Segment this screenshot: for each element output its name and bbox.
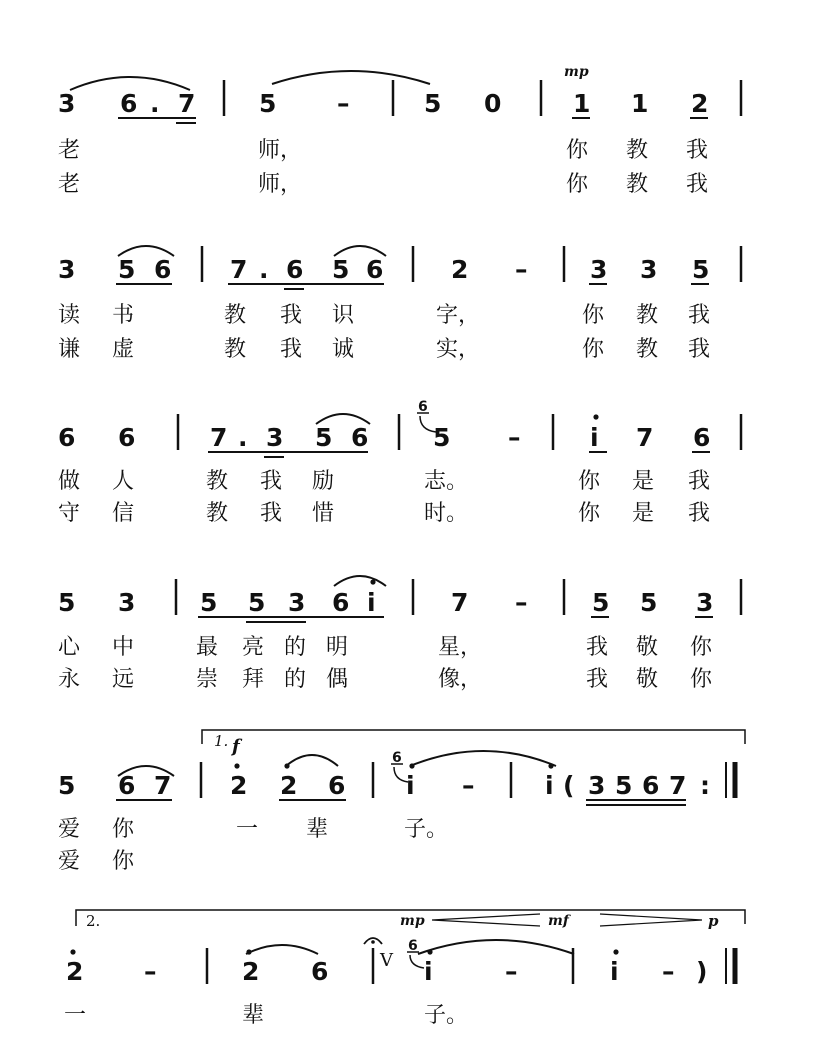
- lyric: 励: [312, 469, 335, 494]
- lyric: 守: [58, 501, 81, 526]
- dynamic-f: f: [232, 736, 240, 757]
- lyric: 我: [686, 138, 709, 163]
- note: 6: [118, 771, 136, 800]
- note: 2: [691, 89, 709, 118]
- dash: –: [515, 255, 528, 284]
- note: 6: [154, 255, 172, 284]
- note: 6: [332, 588, 350, 617]
- lyric: 我: [260, 469, 283, 494]
- lyric: 师，: [258, 172, 303, 197]
- note: 7: [669, 771, 687, 800]
- lyric: 最: [196, 635, 219, 660]
- note-high: 2: [230, 771, 248, 800]
- lyric: 教: [224, 303, 247, 328]
- note: 5: [424, 89, 442, 118]
- note-high: i: [424, 957, 433, 986]
- note-high: i: [590, 423, 599, 452]
- grace-note: 6: [392, 750, 402, 766]
- note: 1: [573, 89, 591, 118]
- lyric: 爱: [58, 849, 81, 874]
- paren-open: (: [563, 771, 575, 800]
- note: 5: [259, 89, 277, 118]
- lyric: 你: [690, 667, 713, 692]
- note: 3: [266, 423, 284, 452]
- note: 3: [696, 588, 714, 617]
- paren-close: ): [696, 957, 708, 986]
- dash: –: [144, 957, 157, 986]
- note: 7: [636, 423, 654, 452]
- note: 5: [315, 423, 333, 452]
- note-dot: .: [238, 423, 248, 452]
- note: 3: [288, 588, 306, 617]
- note-high: i: [367, 588, 376, 617]
- lyric: 明: [326, 635, 349, 660]
- lyric: 你: [112, 849, 135, 874]
- lyric: 亮: [242, 635, 265, 660]
- note-high: i: [610, 957, 619, 986]
- note-high: i: [406, 771, 415, 800]
- note: 7: [451, 588, 469, 617]
- lyric: 师，: [258, 138, 303, 163]
- lyric: 做: [58, 469, 81, 494]
- note: 2: [451, 255, 469, 284]
- dash: –: [505, 957, 518, 986]
- note: 6: [311, 957, 329, 986]
- lyric: 我: [586, 635, 609, 660]
- note: 6: [351, 423, 369, 452]
- row-4: [58, 576, 741, 692]
- dynamic-mf: mf: [548, 913, 569, 929]
- grace-note: 6: [408, 938, 418, 954]
- note-high: 2: [66, 957, 84, 986]
- lyric: 字，: [436, 303, 481, 328]
- lyric: 是: [632, 469, 655, 494]
- dynamic-p: p: [708, 912, 719, 930]
- lyric: 我: [688, 303, 711, 328]
- dynamic-mp: mp: [400, 913, 425, 929]
- lyric: 教: [206, 501, 229, 526]
- lyric: 惜: [312, 501, 335, 526]
- lyric: 教: [626, 172, 649, 197]
- volta-label: 2.: [86, 912, 101, 930]
- note: 5: [592, 588, 610, 617]
- lyric: 教: [636, 303, 659, 328]
- note: 3: [58, 255, 76, 284]
- lyric: 辈: [242, 1003, 265, 1028]
- note: 1: [631, 89, 649, 118]
- lyric: 一: [236, 817, 259, 842]
- note: 7: [230, 255, 248, 284]
- note: 5: [433, 423, 451, 452]
- lyric: 的: [284, 635, 307, 660]
- note: 5: [692, 255, 710, 284]
- lyric: 我: [586, 667, 609, 692]
- note: 6: [58, 423, 76, 452]
- note: 5: [332, 255, 350, 284]
- note: 3: [588, 771, 606, 800]
- lyric: 你: [566, 172, 589, 197]
- lyric: 读: [58, 303, 81, 328]
- lyric: 教: [626, 138, 649, 163]
- lyric: 你: [582, 303, 605, 328]
- lyric: 崇: [196, 667, 219, 692]
- lyric: 辈: [306, 817, 329, 842]
- lyric: 谦: [58, 337, 81, 362]
- note: 5: [248, 588, 266, 617]
- lyric: 老: [58, 172, 81, 197]
- lyric: 我: [686, 172, 709, 197]
- note: 7: [154, 771, 172, 800]
- note-dot: .: [150, 89, 160, 118]
- note-dot: .: [259, 255, 269, 284]
- note: 3: [590, 255, 608, 284]
- lyric: 你: [566, 138, 589, 163]
- lyric: 信: [112, 501, 135, 526]
- lyric: 我: [280, 303, 303, 328]
- breath-mark: V: [380, 950, 393, 971]
- lyric: 子。: [404, 817, 449, 842]
- dash: –: [662, 957, 675, 986]
- lyric: 时。: [424, 501, 469, 526]
- dynamic-mp: mp: [564, 64, 589, 80]
- lyric: 我: [260, 501, 283, 526]
- lyric: 实，: [436, 337, 481, 362]
- note: 3: [58, 89, 76, 118]
- lyric: 你: [582, 337, 605, 362]
- lyric: 我: [688, 469, 711, 494]
- lyric: 老: [58, 138, 81, 163]
- lyric: 识: [332, 303, 355, 328]
- lyric: 我: [688, 501, 711, 526]
- note: 6: [120, 89, 138, 118]
- lyric: 志。: [424, 469, 469, 494]
- lyric: 远: [112, 667, 135, 692]
- note: 6: [328, 771, 346, 800]
- lyric: 子。: [424, 1003, 469, 1028]
- row-2: [58, 246, 741, 362]
- row-1: [58, 64, 741, 197]
- note-high: i: [545, 771, 554, 800]
- lyric: 人: [112, 469, 135, 494]
- note: 7: [178, 89, 196, 118]
- lyric: 拜: [242, 667, 265, 692]
- note: 6: [366, 255, 384, 284]
- note-high: 2: [242, 957, 260, 986]
- lyric: 爱: [58, 817, 81, 842]
- lyric: 你: [112, 817, 135, 842]
- lyric: 像，: [438, 667, 483, 692]
- note: 3: [640, 255, 658, 284]
- row-5: [58, 730, 745, 874]
- note: 5: [58, 588, 76, 617]
- lyric: 心: [58, 635, 81, 660]
- note-high: 2: [280, 771, 298, 800]
- note: 5: [640, 588, 658, 617]
- note: 6: [118, 423, 136, 452]
- dash: –: [508, 423, 521, 452]
- lyric: 永: [58, 667, 81, 692]
- lyric: 教: [206, 469, 229, 494]
- lyric: 一: [64, 1003, 87, 1028]
- lyric: 诚: [332, 337, 355, 362]
- note: 3: [118, 588, 136, 617]
- lyric: 教: [636, 337, 659, 362]
- volta-label: 1.: [214, 732, 229, 750]
- note: 5: [58, 771, 76, 800]
- note: 5: [118, 255, 136, 284]
- lyric: 是: [632, 501, 655, 526]
- lyric: 偶: [326, 667, 349, 692]
- lyric: 中: [112, 635, 135, 660]
- note: 7: [210, 423, 228, 452]
- lyric: 书: [112, 303, 135, 328]
- lyric: 教: [224, 337, 247, 362]
- note: 6: [693, 423, 711, 452]
- note: 6: [286, 255, 304, 284]
- lyric: 我: [280, 337, 303, 362]
- lyric: 你: [578, 501, 601, 526]
- dash: –: [337, 89, 350, 118]
- note: 6: [642, 771, 660, 800]
- lyric: 虚: [112, 337, 135, 362]
- note: 5: [200, 588, 218, 617]
- lyric: 你: [578, 469, 601, 494]
- lyric: 星，: [438, 635, 483, 660]
- lyric: 敬: [636, 667, 659, 692]
- dash: –: [462, 771, 475, 800]
- note: 5: [615, 771, 633, 800]
- lyric: 我: [688, 337, 711, 362]
- lyric: 你: [690, 635, 713, 660]
- note: 0: [484, 89, 502, 118]
- row-3: [58, 399, 741, 526]
- row-6: [64, 910, 745, 1028]
- repeat-colon: :: [700, 771, 710, 800]
- dash: –: [515, 588, 528, 617]
- lyric: 敬: [636, 635, 659, 660]
- lyric: 的: [284, 667, 307, 692]
- grace-note: 6: [418, 399, 428, 415]
